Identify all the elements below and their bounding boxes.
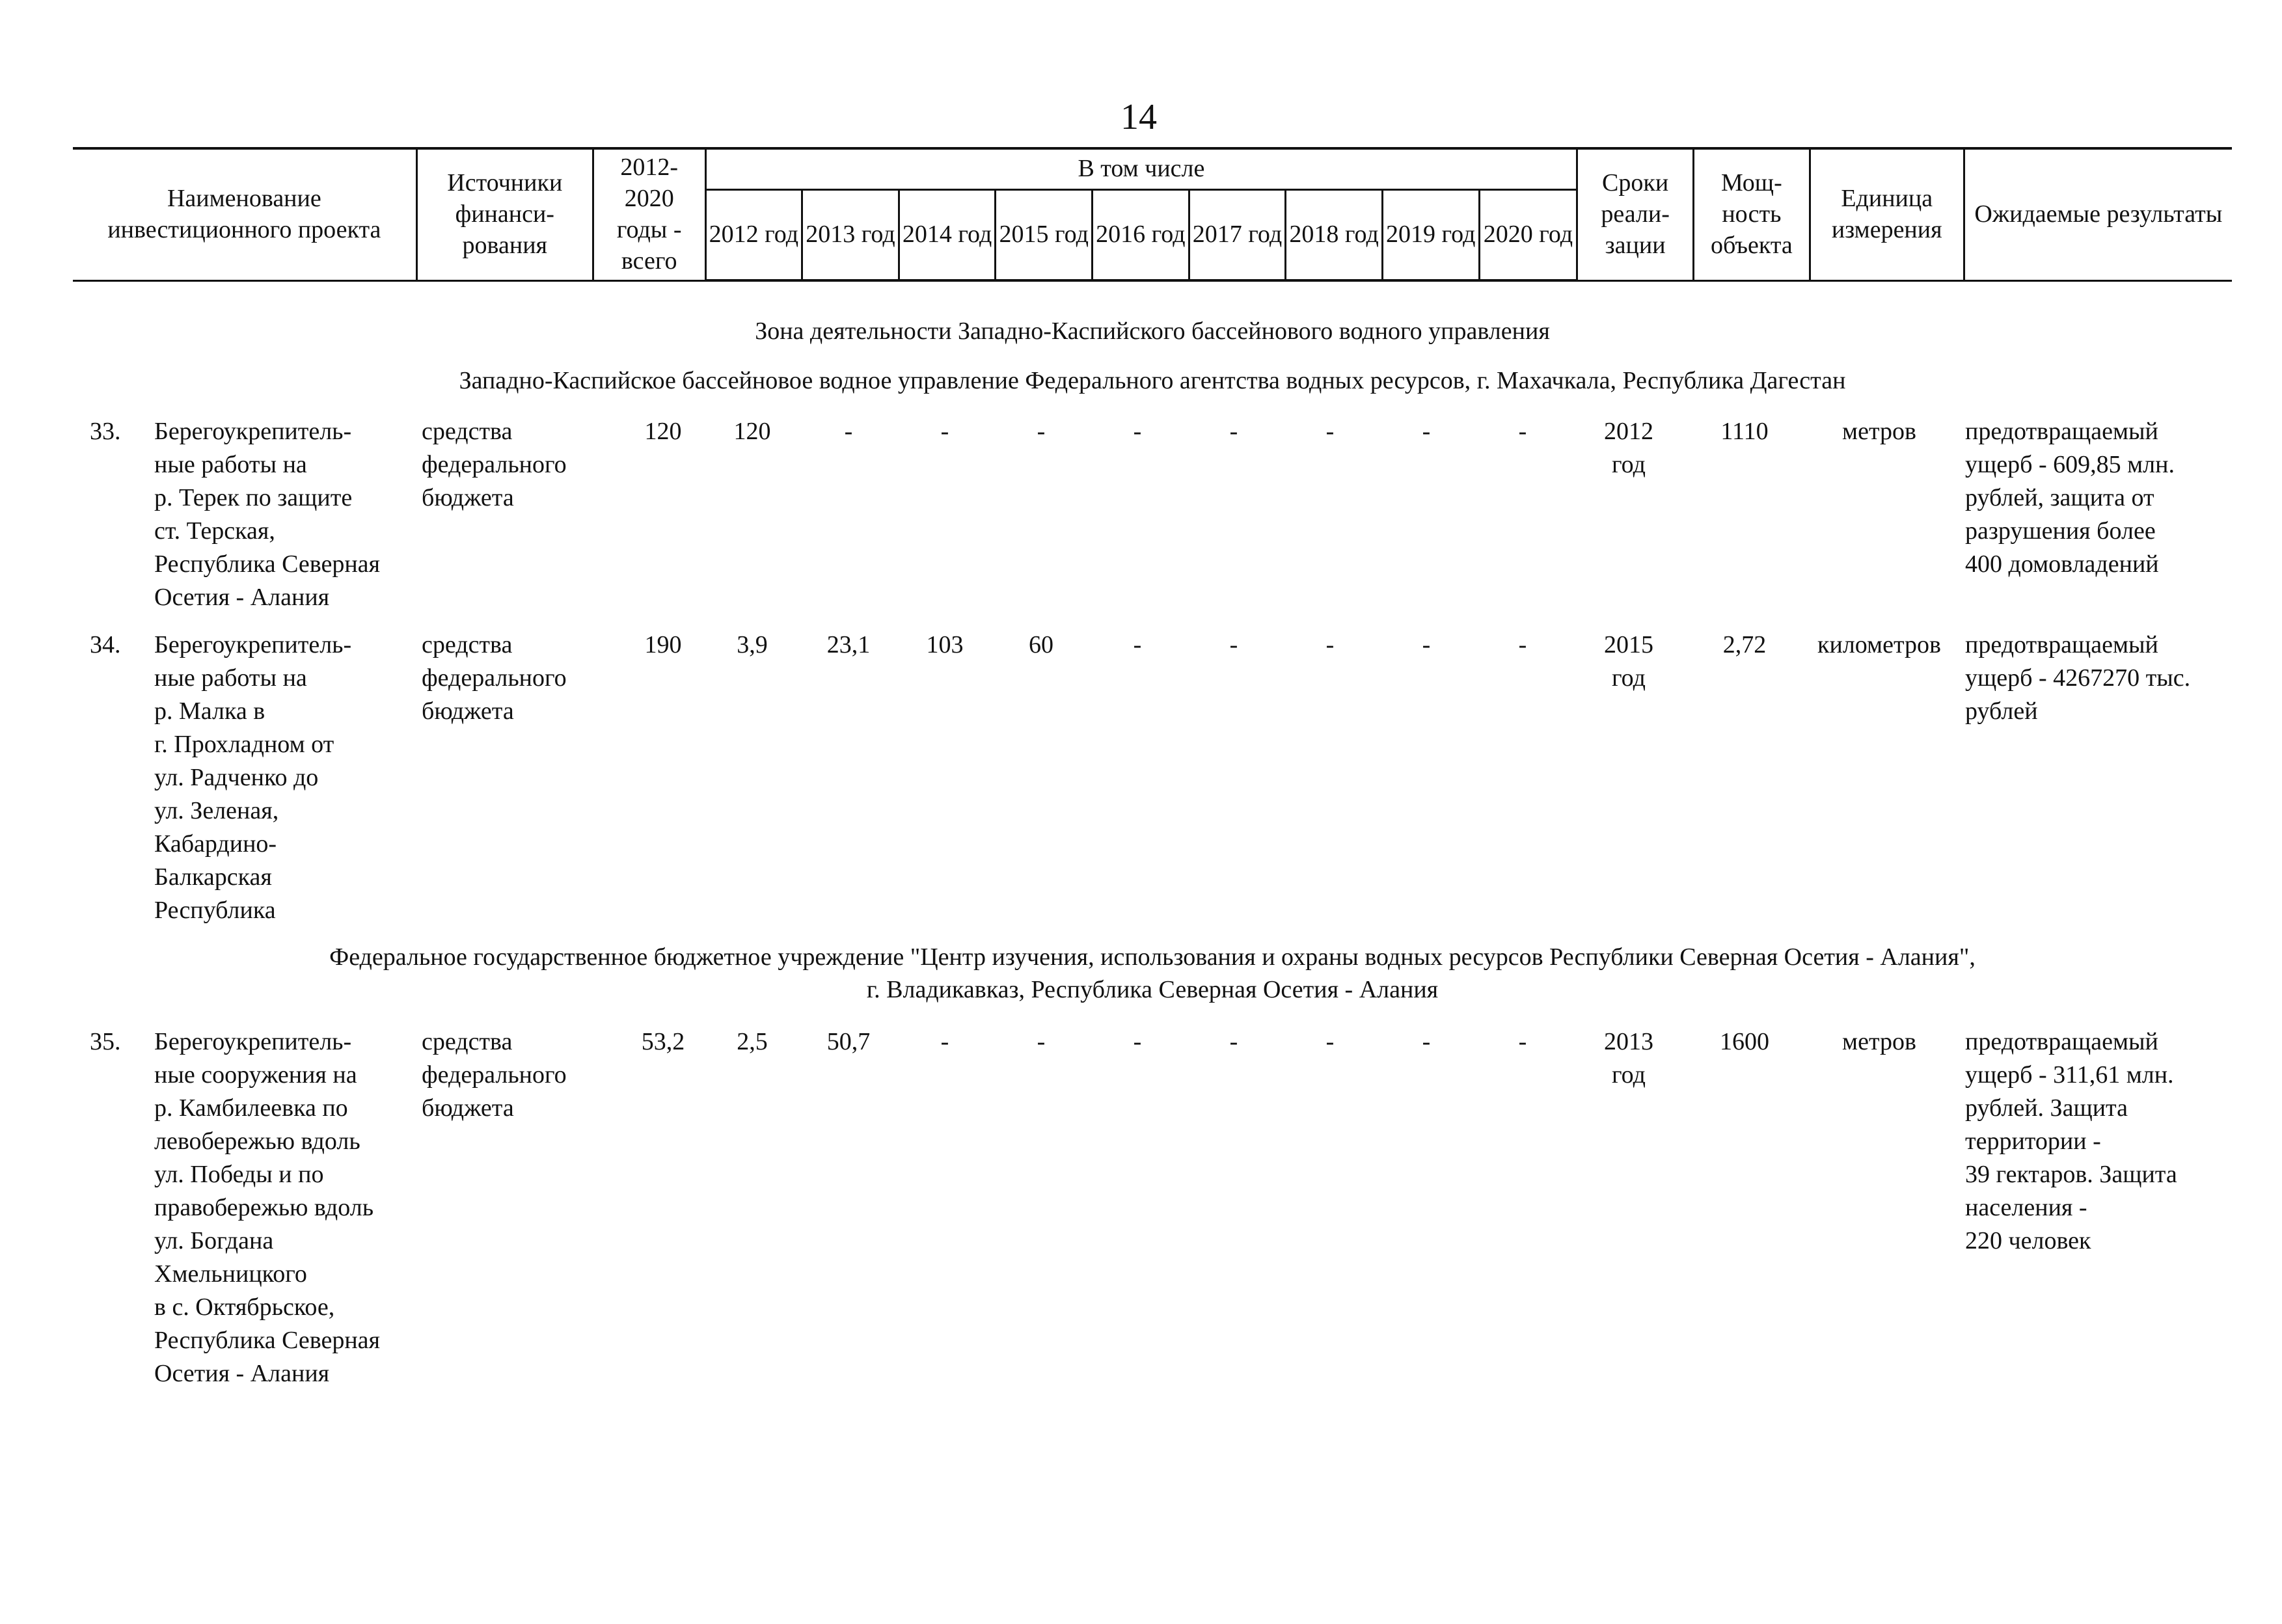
table-row — [73, 629, 2232, 924]
row-number: 34. — [90, 631, 121, 658]
year-value: 60 — [1029, 631, 1053, 658]
row-number: 33. — [90, 418, 121, 445]
year-value: - — [1229, 1028, 1238, 1055]
expected-result: предотвращаемый ущерб - 609,85 млн. рублей, защита от разрушения более 400 домовладений — [1965, 418, 2175, 578]
expected-result: предотвращаемый ущерб - 311,61 млн. рублей. Защита территории - 39 гектаров. Защита населения - 220 человек — [1965, 1028, 2177, 1254]
year-value: - — [1133, 418, 1142, 445]
col-results: Ожидаемые результаты — [1964, 148, 2232, 280]
project-name: Берегоукрепитель- ные работы на р. Терек по защите ст. Терская, Республика Северная Осетия - Алания — [154, 418, 381, 611]
year-value: 23,1 — [826, 631, 871, 658]
col-year: 2018 год — [1286, 189, 1383, 280]
year-value: - — [1229, 418, 1238, 445]
col-year: 2019 год — [1382, 189, 1479, 280]
agency-heading-line: г. Владикавказ, Республика Северная Осетия - Алания — [866, 976, 1439, 1004]
year-value: 3,9 — [737, 631, 768, 658]
funding-source: средства федерального бюджета — [422, 1028, 567, 1122]
col-total: 2012-2020 годы - всего — [593, 148, 705, 280]
agency-heading-line: Федеральное государственное бюджетное учреждение "Центр изучения, использования и охраны водных ресурсов Республики Северная Осетия - Алания", — [329, 943, 1976, 971]
page-number: 14 — [1121, 97, 1157, 137]
total-value: 120 — [644, 418, 682, 445]
zone-heading: Зона деятельности Западно-Каспийского бассейнового водного управления — [755, 318, 1550, 345]
year-value: - — [1133, 631, 1142, 658]
year-value: - — [1325, 631, 1335, 658]
realization-term: 2012 год — [1604, 418, 1653, 478]
col-year: 2014 год — [899, 189, 996, 280]
year-value: 50,7 — [826, 1028, 871, 1055]
year-value: 120 — [733, 418, 771, 445]
year-value: - — [1133, 1028, 1142, 1055]
realization-term: 2015 год — [1604, 631, 1653, 692]
realization-term: 2013 год — [1604, 1028, 1653, 1089]
agency-heading — [73, 941, 2232, 1006]
col-project-name: Наименование инвестиционного проекта — [73, 148, 416, 280]
col-year: 2015 год — [996, 189, 1093, 280]
col-capacity: Мощ-ность объекта — [1693, 148, 1810, 280]
capacity-value: 1110 — [1720, 418, 1769, 445]
col-year: 2013 год — [802, 189, 899, 280]
col-including: В том числе — [705, 148, 1577, 189]
table-header — [73, 147, 2232, 282]
capacity-value: 1600 — [1720, 1028, 1769, 1055]
year-value: 103 — [926, 631, 964, 658]
unit-value: метров — [1842, 418, 1916, 445]
year-value: - — [1518, 1028, 1527, 1055]
row-number: 35. — [90, 1028, 121, 1055]
funding-source: средства федерального бюджета — [422, 418, 567, 511]
col-year: 2020 год — [1479, 189, 1577, 280]
funding-source: средства федерального бюджета — [422, 631, 567, 725]
year-value: - — [1325, 1028, 1335, 1055]
year-value: - — [940, 418, 949, 445]
year-value: - — [844, 418, 853, 445]
year-value: - — [1422, 1028, 1431, 1055]
year-value: - — [940, 1028, 949, 1055]
table-row — [73, 415, 2232, 611]
year-value: 2,5 — [737, 1028, 768, 1055]
project-name: Берегоукрепитель- ные работы на р. Малка в г. Прохладном от ул. Радченко до ул. Зеленая, Кабардино- Балкарская Республика — [154, 631, 352, 924]
col-unit: Единица измерения — [1810, 148, 1964, 280]
total-value: 53,2 — [641, 1028, 685, 1055]
col-sources: Источники финанси-рования — [416, 148, 593, 280]
year-value: - — [1037, 418, 1046, 445]
col-year: 2017 год — [1189, 189, 1286, 280]
year-value: - — [1518, 631, 1527, 658]
total-value: 190 — [644, 631, 682, 658]
table-row — [73, 1025, 2232, 1387]
year-value: - — [1422, 631, 1431, 658]
col-year: 2016 год — [1093, 189, 1189, 280]
unit-value: километров — [1817, 631, 1941, 658]
expected-result: предотвращаемый ущерб - 4267270 тыс. рублей — [1965, 631, 2191, 725]
year-value: - — [1325, 418, 1335, 445]
agency-heading: Западно-Каспийское бассейновое водное управление Федерального агентства водных ресурсов, г. Махачкала, Республика Дагестан — [459, 367, 1846, 394]
col-year: 2012 год — [705, 189, 802, 280]
year-value: - — [1422, 418, 1431, 445]
unit-value: метров — [1842, 1028, 1916, 1055]
project-name: Берегоукрепитель- ные сооружения на р. Камбилеевка по левобережью вдоль ул. Победы и по правобережью вдоль ул. Богдана Хмельницкого в с. Октябрьское, Республика Северная Осетия - Алания — [154, 1028, 381, 1387]
col-terms: Сроки реали-зации — [1577, 148, 1694, 280]
capacity-value: 2,72 — [1722, 631, 1767, 658]
year-value: - — [1037, 1028, 1046, 1055]
year-value: - — [1229, 631, 1238, 658]
year-value: - — [1518, 418, 1527, 445]
